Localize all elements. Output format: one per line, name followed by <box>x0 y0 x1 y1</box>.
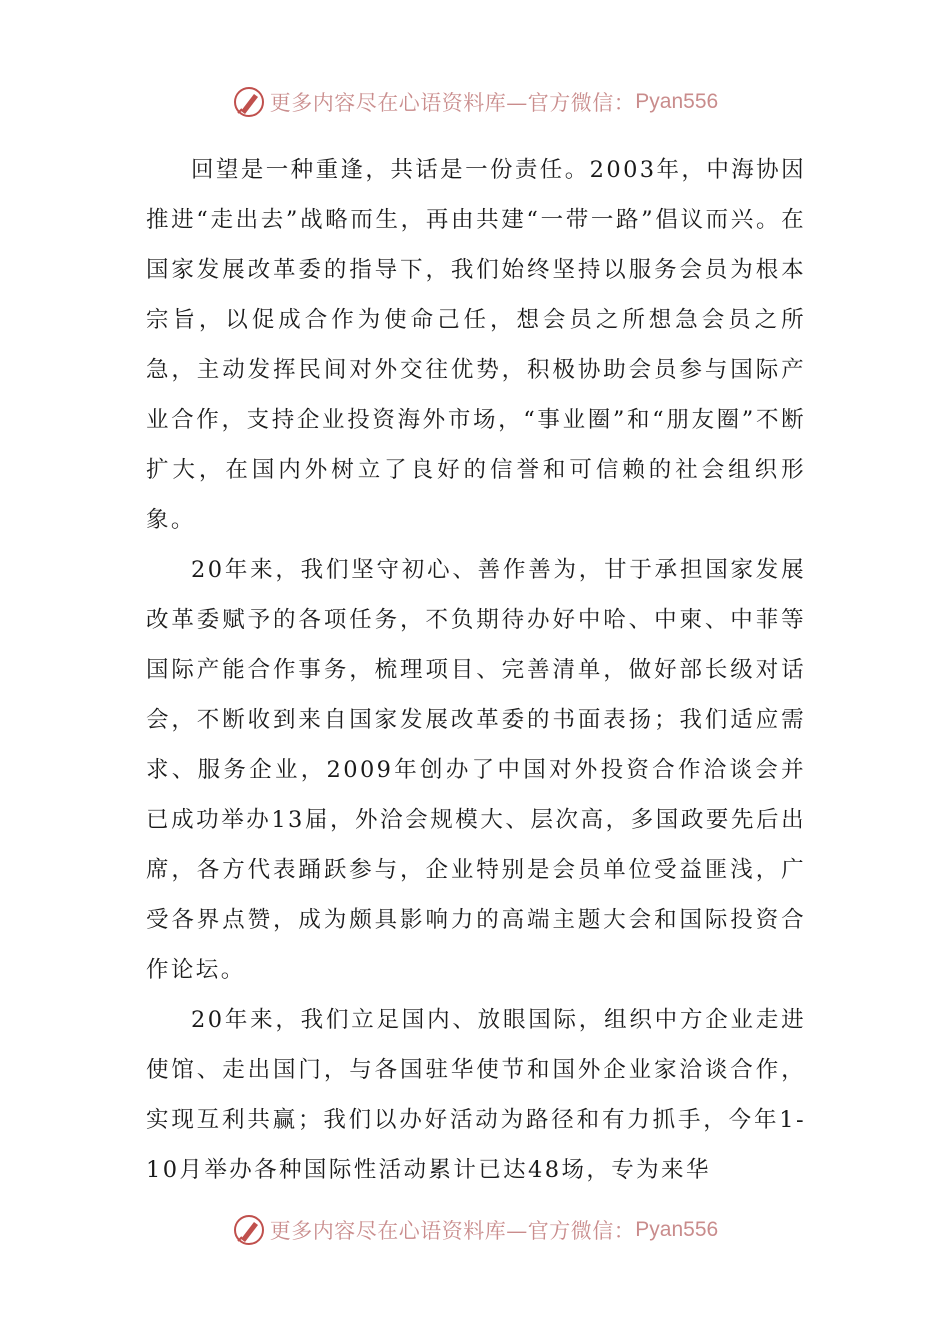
banner-text: 更多内容尽在心语资料库—官方微信： <box>269 91 636 115</box>
pen-nib-icon <box>232 85 266 119</box>
banner-wechat-id: Pyan556 <box>635 1218 719 1241</box>
paragraph-3: 20年来，我们立足国内、放眼国际，组织中方企业走进使馆、走出国门，与各国驻华使节和国外企业家洽谈合作，实现互利共赢；我们以办好活动为路径和有力抓手，今年1-10月举办各种国际性活动累计已达48场，专为来华 <box>146 1007 806 1183</box>
banner-text: 更多内容尽在心语资料库—官方微信： <box>269 1219 636 1243</box>
document-body <box>146 145 806 1195</box>
pen-nib-icon <box>232 1213 266 1247</box>
banner-wechat-id: Pyan556 <box>635 90 719 113</box>
footer-banner <box>0 1210 950 1250</box>
paragraph-2: 20年来，我们坚守初心、善作善为，甘于承担国家发展改革委赋予的各项任务，不负期待办好中哈、中柬、中菲等国际产能合作事务，梳理项目、完善清单，做好部长级对话会，不断收到来自国家发展改革委的书面表扬；我们适应需求、服务企业，2009年创办了中国对外投资合作洽谈会并已成功举办13届，外洽会规模大、层次高，多国政要先后出席，各方代表踊跃参与，企业特别是会员单位受益匪浅，广受各界点赞，成为颇具影响力的高端主题大会和国际投资合作论坛。 <box>146 557 806 983</box>
paragraph-1: 回望是一种重逢，共话是一份责任。2003年，中海协因推进“走出去”战略而生，再由共建“一带一路”倡议而兴。在国家发展改革委的指导下，我们始终坚持以服务会员为根本宗旨，以促成合作为使命己任，想会员之所想急会员之所急，主动发挥民间对外交往优势，积极协助会员参与国际产业合作，支持企业投资海外市场，“事业圈”和“朋友圈”不断扩大，在国内外树立了良好的信誉和可信赖的社会组织形象。 <box>146 157 806 533</box>
header-banner <box>0 82 950 122</box>
